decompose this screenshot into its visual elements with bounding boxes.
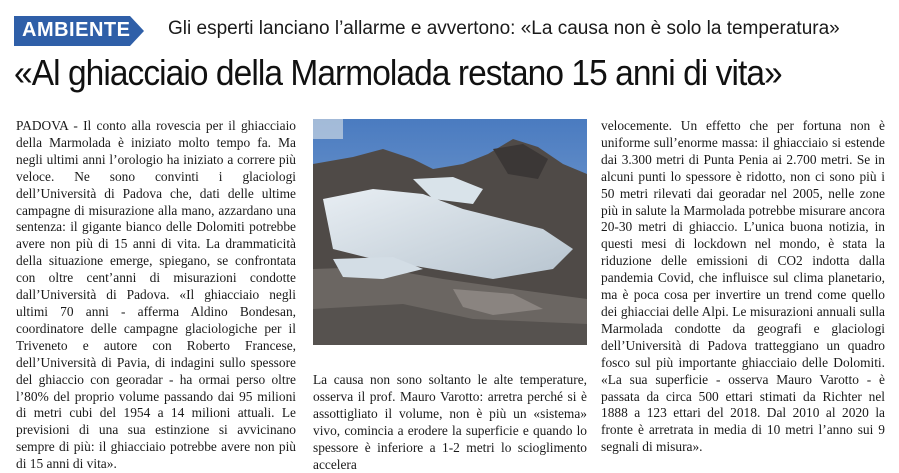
headline: «Al ghiacciaio della Marmolada restano 15 anni di vita»	[14, 52, 782, 93]
dateline: PADOVA	[16, 118, 69, 133]
glacier-photo	[313, 119, 587, 345]
glacier-illustration	[313, 119, 587, 345]
article-column-1	[16, 118, 296, 473]
section-tag	[14, 16, 144, 46]
article-column-1-text: - Il conto alla rovescia per il ghiacciaio della Marmolada è iniziato molto tempo fa. Ma negli ultimi anni l’orologio ha iniziato a correre più veloce. Ne sono convinti i glaciologi dell’Università di Padova che, dati delle ultime campagne di misurazione alla mano, azzardano una sentenza: il gigante bianco delle Dolomiti potrebbe avere non più di 15 anni di vita. La drammaticità della situazione emerge, spiegano, se confrontata con oltre cent’anni di misurazioni condotte dall’Università di Padova. «Il ghiacciaio negli ultimi 70 anni - afferma Aldino Bondesan, coordinatore delle campagne glaciologiche per il Triveneto e autore con Roberto Francese, dell’Università di Pavia, di indagini sullo spessore del ghiaccio con georadar - ha ormai perso oltre l’80% del proprio volume passando dai 95 milioni di metri cubi del 1954 a 14 milioni attuali. Le previsioni di una sua estinzione si avvicinano sempre di più: il ghiacciaio potrebbe avere non più di 15 anni di vita».	[16, 118, 296, 472]
article-column-3: velocemente. Un effetto che per fortuna non è uniforme sull’enorme massa: il ghiacciaio si estende dai 3.300 metri di Punta Penia ai 2.700 metri. Se in alcuni punti lo spessore è ridotto, non ci sono più i 50 metri rilevati dai georadar nel 2005, nelle zone più in salute la Marmolada potrebbe misurare ancora 20-30 metri di ghiaccio. L’unica buona notizia, in questi mesi di lockdown nel mondo, è stata la riduzione delle emissioni di CO2 indotta dalla pandemia Covid, che influisce sul clima planetario, ma è poca cosa per invertire un trend come quello dei ghiacciai delle Alpi. Le misurazioni annuali sulla Marmolada condotte da geografi e glaciologi dell’Università di Padova tratteggiano un quadro fosco sul più importante ghiacciaio delle Dolomiti. «La sua superficie - osserva Mauro Varotto - è passata da circa 500 ettari stimati da Richter nel 1888 a 123 ettari del 2018. Dal 2010 al 2020 la fronte è arretrata in media di 10 metri l’anno sui 9 segnali di misura».	[601, 118, 885, 455]
section-tag-label: AMBIENTE	[22, 19, 131, 41]
kicker: Gli esperti lanciano l’allarme e avvertono: «La causa non è solo la temperatura»	[168, 18, 840, 39]
article-column-2: La causa non sono soltanto le alte temperature, osserva il prof. Mauro Varotto: arretra perché si è assottigliato il volume, non è più un «sistema» vivo, comincia a erodere la superficie e quando lo spessore è inferiore a 1-2 metri lo scioglimento accelera	[313, 372, 587, 472]
